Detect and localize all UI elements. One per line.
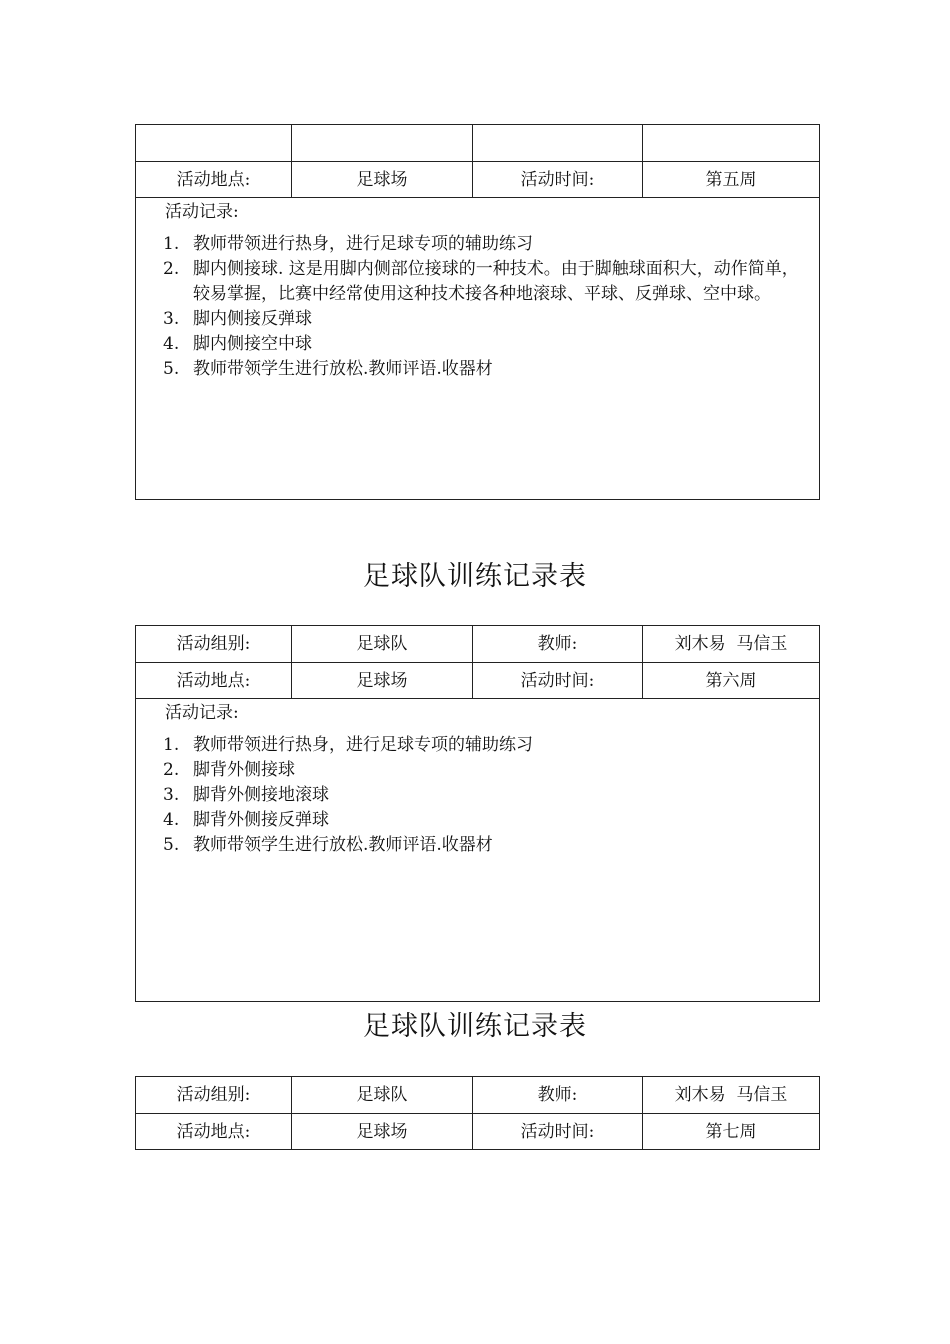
group-label: 活动组别: xyxy=(136,626,292,663)
list-item xyxy=(163,332,819,357)
list-item xyxy=(163,307,819,332)
group-value: 足球队 xyxy=(292,626,473,663)
item-number: 3. xyxy=(163,785,180,805)
time-label: 活动时间: xyxy=(473,162,643,198)
list-item xyxy=(163,357,819,382)
table-row-location-time xyxy=(136,162,820,198)
list-item xyxy=(163,808,819,833)
list-item xyxy=(163,758,819,783)
list-item xyxy=(163,783,819,808)
table-row-group-teacher xyxy=(136,626,820,663)
table-row-group-teacher xyxy=(136,1077,820,1114)
item-number: 2. xyxy=(163,259,180,279)
record-table-week7 xyxy=(135,1076,820,1150)
item-text: 教师带领学生进行放松.教师评语.收器材 xyxy=(193,359,493,379)
empty-cell xyxy=(292,125,473,162)
item-text: 脚背外侧接地滚球 xyxy=(193,785,329,805)
time-value: 第五周 xyxy=(643,162,820,198)
item-number: 4. xyxy=(163,810,180,830)
location-value: 足球场 xyxy=(292,162,473,198)
teacher-value: 刘木易 马信玉 xyxy=(643,626,820,663)
table-row-location-time xyxy=(136,663,820,699)
group-label: 活动组别: xyxy=(136,1077,292,1114)
location-value: 足球场 xyxy=(292,663,473,699)
item-text: 教师带领进行热身，进行足球专项的辅助练习 xyxy=(193,234,533,254)
item-text: 脚背外侧接反弹球 xyxy=(193,810,329,830)
time-value: 第六周 xyxy=(643,663,820,699)
item-text: 脚内侧接球. 这是用脚内侧部位接球的一种技术。由于脚触球面积大，动作简单，较易掌握，比赛中经常使用这种技术接各种地滚球、平球、反弹球、空中球。 xyxy=(193,259,799,304)
item-number: 5. xyxy=(163,835,180,855)
location-label: 活动地点: xyxy=(136,663,292,699)
record-list xyxy=(136,232,819,382)
item-number: 5. xyxy=(163,359,180,379)
empty-cell xyxy=(643,125,820,162)
item-number: 3. xyxy=(163,309,180,329)
item-text: 脚内侧接空中球 xyxy=(193,334,312,354)
table-row-record xyxy=(136,198,820,500)
item-number: 4. xyxy=(163,334,180,354)
teacher-label: 教师: xyxy=(473,626,643,663)
list-item xyxy=(163,232,819,257)
location-label: 活动地点: xyxy=(136,162,292,198)
time-label: 活动时间: xyxy=(473,663,643,699)
section-title: 足球队训练记录表 xyxy=(363,1011,587,1042)
teacher-label: 教师: xyxy=(473,1077,643,1114)
record-table-week5 xyxy=(135,124,820,500)
item-number: 1. xyxy=(163,234,180,254)
item-text: 脚背外侧接球 xyxy=(193,760,295,780)
record-label: 活动记录: xyxy=(165,703,239,723)
item-text: 脚内侧接反弹球 xyxy=(193,309,312,329)
record-table-week6 xyxy=(135,625,820,1002)
record-cell xyxy=(136,198,820,500)
table-row-location-time xyxy=(136,1114,820,1150)
item-text: 教师带领进行热身，进行足球专项的辅助练习 xyxy=(193,735,533,755)
time-value: 第七周 xyxy=(643,1114,820,1150)
table-row-empty xyxy=(136,125,820,162)
list-item xyxy=(163,733,819,758)
item-number: 1. xyxy=(163,735,180,755)
teacher-value: 刘木易 马信玉 xyxy=(643,1077,820,1114)
item-text: 教师带领学生进行放松.教师评语.收器材 xyxy=(193,835,493,855)
location-label: 活动地点: xyxy=(136,1114,292,1150)
group-value: 足球队 xyxy=(292,1077,473,1114)
list-item xyxy=(163,257,819,307)
time-label: 活动时间: xyxy=(473,1114,643,1150)
empty-cell xyxy=(473,125,643,162)
record-label: 活动记录: xyxy=(165,202,239,222)
location-value: 足球场 xyxy=(292,1114,473,1150)
item-number: 2. xyxy=(163,760,180,780)
record-list xyxy=(136,733,819,858)
empty-cell xyxy=(136,125,292,162)
list-item xyxy=(163,833,819,858)
record-cell xyxy=(136,699,820,1002)
table-row-record xyxy=(136,699,820,1002)
section-title: 足球队训练记录表 xyxy=(363,561,587,592)
